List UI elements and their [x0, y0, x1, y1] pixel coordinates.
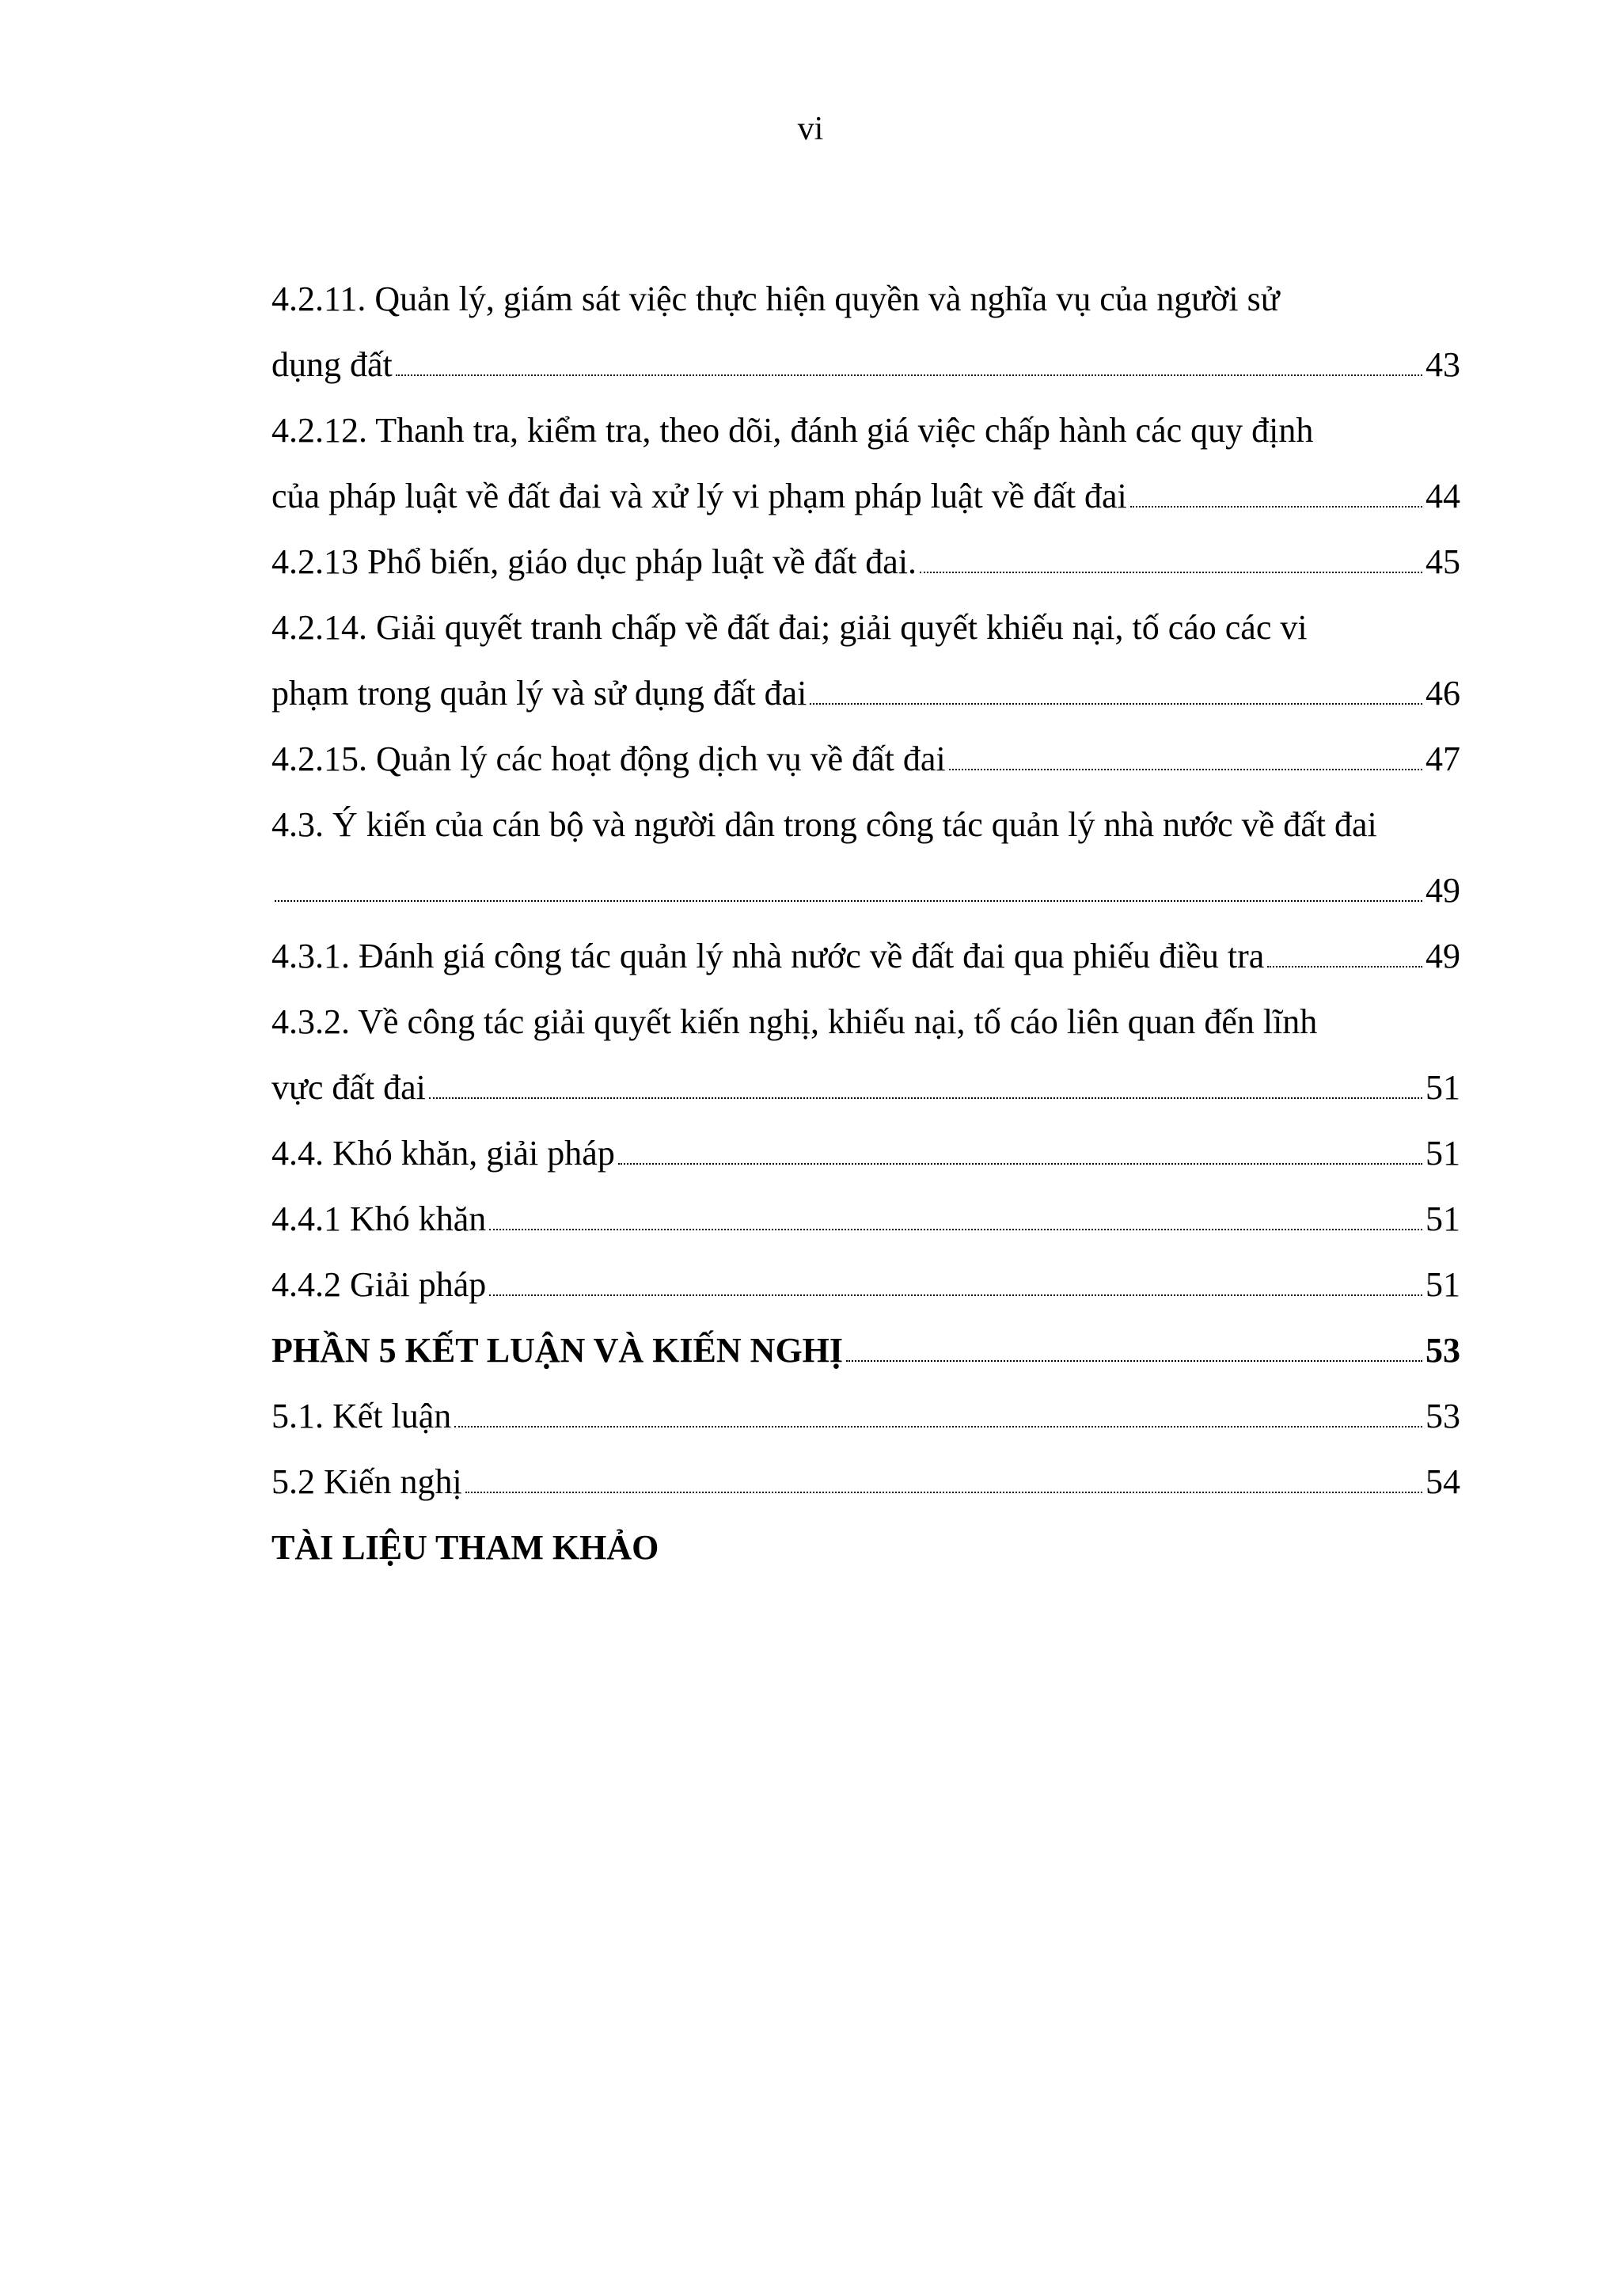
- dot-leader: [1130, 506, 1422, 507]
- toc-entry-title: dụng đất: [271, 345, 393, 384]
- toc-entry-last-line: [271, 332, 1460, 397]
- toc-entry-last-line: [271, 726, 1460, 792]
- toc-entry-last-line: [271, 1186, 1460, 1252]
- toc-entry-title: 4.4.1 Khó khăn: [271, 1199, 487, 1238]
- toc-entry-last-line: [271, 529, 1460, 595]
- toc-entry-title: 5.2 Kiến nghị: [271, 1462, 462, 1501]
- toc-entry-title: vực đất đai: [271, 1068, 426, 1107]
- toc-entry-title: phạm trong quản lý và sử dụng đất đai: [271, 674, 807, 713]
- toc-entry-last-line: [271, 660, 1460, 726]
- dot-leader: [618, 1163, 1422, 1165]
- toc-entry-tai-lieu-tham-khao[interactable]: [271, 1515, 1460, 1580]
- toc-entry-title: 4.4.2 Giải pháp: [271, 1265, 487, 1304]
- toc-entry-last-line: [271, 923, 1460, 989]
- toc-entry-phan-5[interactable]: [271, 1317, 1460, 1383]
- toc-entry-page-number: 49: [1425, 937, 1460, 975]
- dot-leader: [949, 769, 1422, 770]
- toc-entry-4-3-1[interactable]: [271, 923, 1460, 989]
- toc-entry-first-line: 4.2.11. Quản lý, giám sát việc thực hiện quyền và nghĩa vụ của người sử: [271, 279, 1280, 318]
- toc-entry-page-number: 53: [1425, 1331, 1460, 1370]
- dot-leader: [489, 1229, 1422, 1230]
- toc-entry-last-line: [271, 1317, 1460, 1383]
- toc-entry-last-line: [271, 1449, 1460, 1515]
- toc-entry-page-number: 43: [1425, 345, 1460, 384]
- toc-entry-title: của pháp luật về đất đai và xử lý vi phạm pháp luật về đất đai: [271, 477, 1127, 515]
- toc-entry-last-line: [271, 463, 1460, 529]
- toc-entry-4-4-1[interactable]: [271, 1186, 1460, 1252]
- dot-leader: [810, 703, 1422, 705]
- dot-leader: [1267, 966, 1422, 967]
- toc-entry-4-2-13[interactable]: [271, 529, 1460, 595]
- toc-entry-page-number: 51: [1425, 1068, 1460, 1107]
- toc-entry-last-line: [271, 1055, 1460, 1120]
- toc-entry-page-number: 46: [1425, 674, 1460, 713]
- toc-entry-page-number: 51: [1425, 1265, 1460, 1304]
- toc-entry-4-4-2[interactable]: [271, 1252, 1460, 1317]
- toc-entry-last-line: [271, 1515, 1460, 1580]
- toc-entry-page-number: 49: [1425, 871, 1460, 910]
- toc-entry-page-number: 51: [1425, 1199, 1460, 1238]
- dot-leader: [396, 374, 1422, 376]
- toc-entry-first-line: 4.3. Ý kiến của cán bộ và người dân trong công tác quản lý nhà nước về đất đai: [271, 805, 1377, 844]
- toc-entry-4-3[interactable]: [271, 792, 1460, 923]
- toc-entry-title: TÀI LIỆU THAM KHẢO: [271, 1528, 659, 1567]
- toc-entry-4-2-11[interactable]: [271, 266, 1460, 397]
- toc-entry-title: 5.1. Kết luận: [271, 1397, 452, 1435]
- toc-entry-title: 4.2.13 Phổ biến, giáo dục pháp luật về đất đai.: [271, 542, 917, 581]
- toc-entry-page-number: 47: [1425, 739, 1460, 778]
- toc-entry-5-2[interactable]: [271, 1449, 1460, 1515]
- toc-entry-page-number: 54: [1425, 1462, 1460, 1501]
- toc-entry-last-line: [271, 857, 1460, 923]
- dot-leader: [454, 1426, 1422, 1427]
- toc-entry-first-line: 4.3.2. Về công tác giải quyết kiến nghị, khiếu nại, tố cáo liên quan đến lĩnh: [271, 1002, 1318, 1041]
- toc-entry-5-1[interactable]: [271, 1383, 1460, 1449]
- toc-entry-4-2-14[interactable]: [271, 595, 1460, 726]
- dot-leader: [465, 1492, 1422, 1493]
- toc-entry-title: 4.3.1. Đánh giá công tác quản lý nhà nước về đất đai qua phiếu điều tra: [271, 937, 1265, 975]
- toc-entry-title: PHẦN 5 KẾT LUẬN VÀ KIẾN NGHỊ: [271, 1331, 844, 1370]
- dot-leader: [920, 572, 1422, 573]
- page-number: vi: [797, 111, 824, 147]
- toc-entry-4-4[interactable]: [271, 1120, 1460, 1186]
- toc-entry-page-number: 45: [1425, 542, 1460, 581]
- table-of-contents: [271, 266, 1460, 1580]
- dot-leader: [489, 1294, 1422, 1296]
- dot-leader: [846, 1360, 1422, 1362]
- toc-entry-page-number: 53: [1425, 1397, 1460, 1435]
- toc-entry-title: 4.2.15. Quản lý các hoạt động dịch vụ về đất đai: [271, 739, 946, 778]
- toc-entry-page-number: 51: [1425, 1134, 1460, 1173]
- toc-entry-title: 4.4. Khó khăn, giải pháp: [271, 1134, 615, 1173]
- dot-leader: [275, 900, 1422, 902]
- toc-entry-page-number: 44: [1425, 477, 1460, 515]
- dot-leader: [429, 1097, 1422, 1099]
- toc-entry-last-line: [271, 1252, 1460, 1317]
- toc-entry-first-line: 4.2.12. Thanh tra, kiểm tra, theo dõi, đánh giá việc chấp hành các quy định: [271, 411, 1314, 450]
- toc-entry-4-3-2[interactable]: [271, 989, 1460, 1120]
- toc-entry-last-line: [271, 1383, 1460, 1449]
- toc-entry-last-line: [271, 1120, 1460, 1186]
- toc-entry-first-line: 4.2.14. Giải quyết tranh chấp về đất đai; giải quyết khiếu nại, tố cáo các vi: [271, 608, 1308, 647]
- toc-entry-4-2-15[interactable]: [271, 726, 1460, 792]
- toc-entry-4-2-12[interactable]: [271, 397, 1460, 529]
